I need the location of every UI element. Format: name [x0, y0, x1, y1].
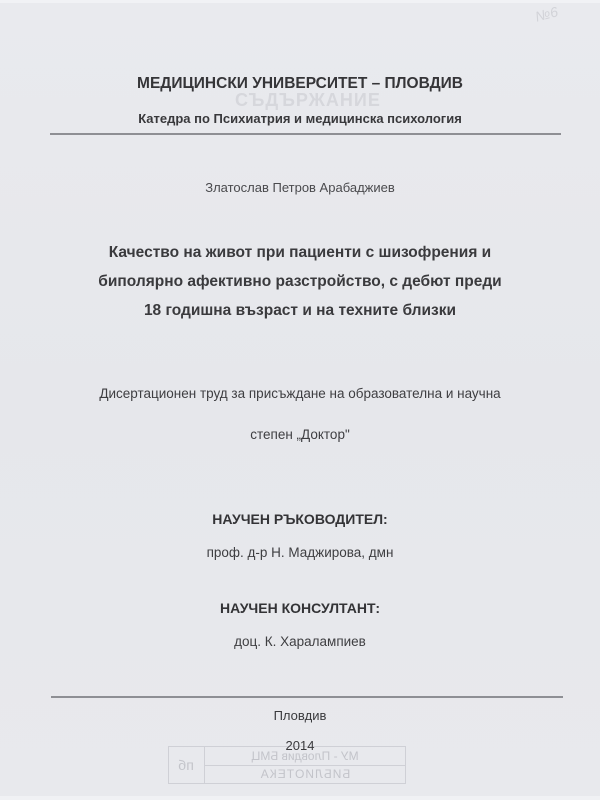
university-name: МЕДИЦИНСКИ УНИВЕРСИТЕТ – ПЛОВДИВ	[137, 75, 463, 92]
stamp-line-1: МУ - Пловдив БМЦ	[205, 747, 405, 766]
title-line: 18 годишна възраст и на техните близки	[143, 302, 457, 319]
top-divider	[50, 133, 561, 135]
handwritten-corner-mark: №6	[533, 3, 560, 25]
city: Пловдив	[273, 708, 327, 723]
department-name: Катедра по Психиатрия и медицинска психология	[138, 111, 462, 126]
year: 2014	[285, 738, 315, 753]
dissertation-title	[0, 238, 600, 325]
author-name: Златослав Петров Арабаджиев	[205, 180, 395, 195]
title-line: биполярно афективно разстройство, с дебют преди	[98, 273, 502, 290]
page-top-edge	[0, 0, 600, 3]
stamp-line-2: БИБЛИОТЕКА	[259, 767, 351, 781]
dissertation-statement	[0, 373, 600, 455]
page-bottom-edge	[0, 796, 600, 800]
supervisor-name: проф. д-р Н. Маджирова, дмн	[206, 545, 394, 560]
stamp-code: пб	[168, 747, 205, 783]
title-line: Качество на живот при пациенти с шизофрения и	[108, 244, 492, 261]
supervisor-label: НАУЧЕН РЪКОВОДИТЕЛ:	[212, 511, 388, 527]
consultant-name: доц. К. Харалампиев	[234, 634, 366, 649]
dissertation-line: Дисертационен труд за присъждане на образователна и научна	[99, 386, 501, 401]
consultant-label: НАУЧЕН КОНСУЛТАНТ:	[220, 600, 380, 616]
bottom-divider	[51, 696, 563, 698]
dissertation-line: степен „Доктор"	[250, 427, 350, 442]
show-through-heading: СЪДЪРЖАНИЕ	[235, 90, 381, 110]
